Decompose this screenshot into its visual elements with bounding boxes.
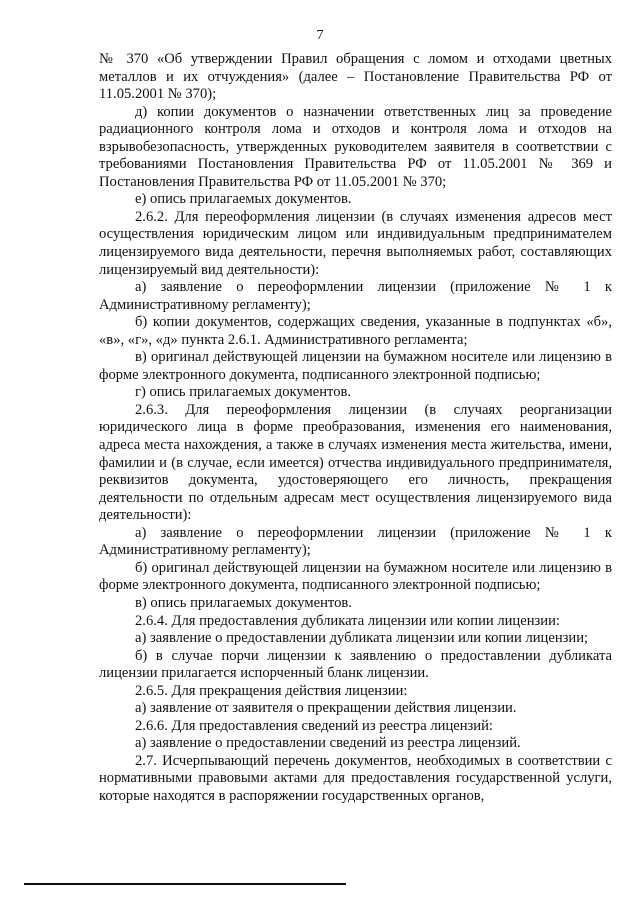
paragraph: 2.6.4. Для предоставления дубликата лицензии или копии лицензии: xyxy=(135,612,560,629)
paragraph: а) заявление от заявителя о прекращении действия лицензии. xyxy=(135,700,517,717)
paragraph: г) опись прилагаемых документов. xyxy=(135,384,352,401)
paragraph: 2.6.3. Для переоформления лицензии (в случаях реорганизации юридического лица в форме преобразования, изменения его наименования, адреса места нахождения, а также в случаях изменения места жительства, имени, фамилии и (в случае, если имеется) отчества индивидуального предпринимателя, реквизитов документа, удостоверяющего его личность, прекращения деятельности по отдельным адресам мест осуществления лицензируемого вида деятельности): xyxy=(99,401,612,524)
paragraph: 2.6.5. Для прекращения действия лицензии: xyxy=(135,682,408,699)
paragraph: № 370 «Об утверждении Правил обращения с ломом и отходами цветных металлов и их отчуждения» (далее – Постановление Правительства РФ от 11.05.2001 № 370); xyxy=(99,51,612,103)
paragraph: 2.6.6. Для предоставления сведений из реестра лицензий: xyxy=(135,717,493,734)
document-body xyxy=(99,51,612,806)
paragraph: е) опись прилагаемых документов. xyxy=(135,191,352,208)
paragraph: б) в случае порчи лицензии к заявлению о предоставлении дубликата лицензии прилагается испорченный бланк лицензии. xyxy=(99,647,612,682)
paragraph: а) заявление о предоставлении сведений из реестра лицензий. xyxy=(135,735,521,752)
paragraph: в) опись прилагаемых документов. xyxy=(135,594,352,611)
footnote-separator xyxy=(24,883,346,885)
paragraph: б) копии документов, содержащих сведения, указанные в подпунктах «б», «в», «г», «д» пункта 2.6.1. Административного регламента; xyxy=(99,314,612,348)
page-number: 7 xyxy=(316,28,324,43)
paragraph: 2.7. Исчерпывающий перечень документов, необходимых в соответствии с нормативными правовыми актами для предоставления государственной услуги, которые находятся в распоряжении государственных органов, xyxy=(99,752,612,804)
paragraph: в) оригинал действующей лицензии на бумажном носителе или лицензию в форме электронного документа, подписанного электронной подписью; xyxy=(99,349,612,383)
paragraph: а) заявление о переоформлении лицензии (приложение № 1 к Административному регламенту); xyxy=(99,524,612,559)
paragraph: 2.6.2. Для переоформления лицензии (в случаях изменения адресов мест осуществления юридическим лицом или индивидуальным предпринимателем лицензируемого вида деятельности, перечня выполняемых работ, составляющих лицензируемый вид деятельности): xyxy=(99,208,612,278)
paragraph: а) заявление о предоставлении дубликата лицензии или копии лицензии; xyxy=(135,630,589,647)
paragraph: а) заявление о переоформлении лицензии (приложение № 1 к Административному регламенту); xyxy=(99,279,612,313)
paragraph: д) копии документов о назначении ответственных лиц за проведение радиационного контроля лома и отходов и контроля лома и отходов на взрывобезопасность, утвержденных руководителем заявителя в соответствии с требованиями Постановления Правительства РФ от 11.05.2001 № 369 и Постановления Правительства РФ от 11.05.2001 № 370; xyxy=(99,103,612,190)
paragraph: б) оригинал действующей лицензии на бумажном носителе или лицензию в форме электронного документа, подписанного электронной подписью; xyxy=(99,559,612,594)
